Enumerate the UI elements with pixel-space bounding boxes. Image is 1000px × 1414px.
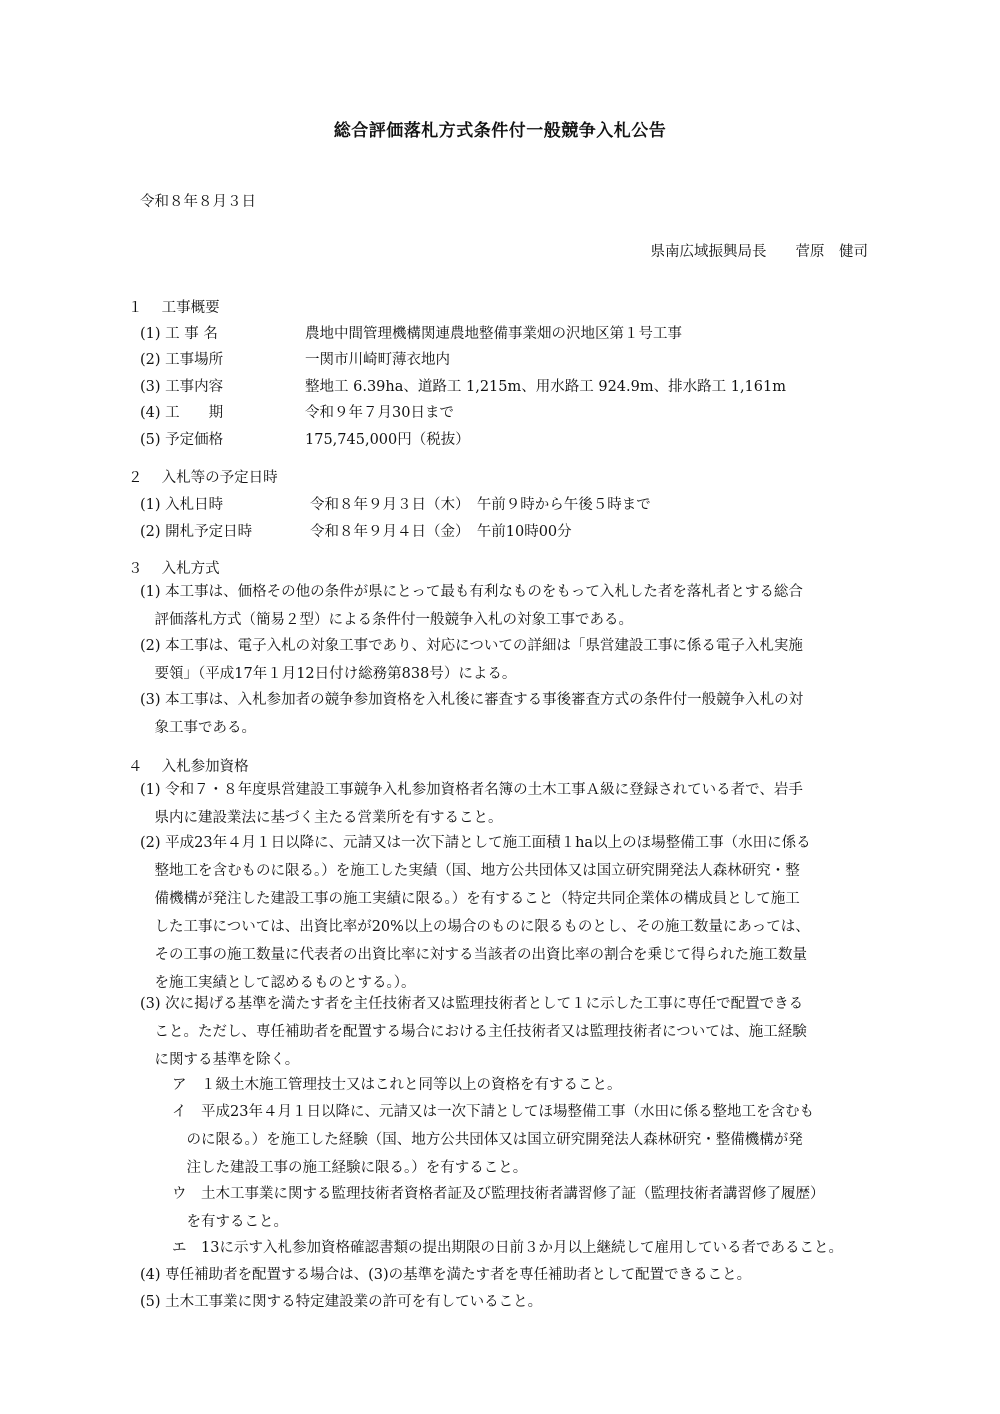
text-line: 注した建設工事の施工経験に限る。）を有すること。 [172,1160,528,1176]
s2-row [140,493,651,514]
s2-row [140,520,572,541]
s4-paragraph-3 [140,990,900,1074]
text-line: (3) 本工事は、入札参加者の競争参加資格を入札後に審査する事後審査方式の条件付一般競争入札の対 [140,692,804,708]
s4-paragraph-2 [140,829,900,997]
text-line: こと。ただし、専任補助者を配置する場合における主任技術者又は監理技術者については、施工経験 [140,1024,807,1040]
row-value: 令和９年７月30日まで [305,405,454,421]
text-line: (2) 平成23年４月１日以降に、元請又は一次下請として施工面積１ha以上のほ場整備工事（水田に係る [140,835,811,851]
text-line: 要領」（平成17年１月12日付け総務第838号）による。 [140,666,517,682]
text-line: に関する基準を除く。 [140,1052,300,1068]
s1-row [140,348,450,369]
text-line: (1) 令和７・８年度県営建設工事競争入札参加資格者名簿の土木工事Ａ級に登録されている者で、岩手 [140,782,803,798]
text-line: のに限る。）を施工した経験（国、地方公共団体又は国立研究開発法人森林研究・整備機構が発 [172,1132,803,1148]
s3-paragraph-2 [140,632,900,688]
row-value: 整地工 6.39ha、道路工 1,215m、用水路工 924.9m、排水路工 1,161m [305,379,786,395]
row-value: 農地中間管理機構関連農地整備事業畑の沢地区第１号工事 [305,326,682,342]
row-value: 令和８年９月３日（木） 午前９時から午後５時まで [310,497,651,513]
page-title: 総合評価落札方式条件付一般競争入札公告 [333,121,667,141]
row-label: (3) 工事内容 [140,379,224,395]
text-line: した工事については、出資比率が20%以上の場合のものに限るものとし、その施工数量にあっては、 [140,919,810,935]
text-line: その工事の施工数量に代表者の出資比率に対する当該者の出資比率の割合を乗じて得られた施工数量 [140,947,807,963]
notice-date: 令和８年８月３日 [140,194,256,210]
text-line: エ 13に示す入札参加資格確認書類の提出期限の日前３か月以上継続して雇用している者であること。 [172,1240,843,1256]
text-line: イ 平成23年４月１日以降に、元請又は一次下請としてほ場整備工事（水田に係る整地工を含むも [172,1104,814,1120]
row-label: (2) 工事場所 [140,352,224,368]
s1-row [140,322,682,343]
section-1-heading: １ 工事概要 [128,300,220,316]
text-line: (1) 本工事は、価格その他の条件が県にとって最も有利なものをもって入札した者を落札者とする総合 [140,584,803,600]
text-line: 整地工を含むものに限る。）を施工した実績（国、地方公共団体又は国立研究開発法人森林研究・整 [140,863,800,879]
s4-paragraph-5 [140,1288,900,1316]
row-label: (1) 工 事 名 [140,326,218,342]
s1-row [140,428,470,449]
text-line: 評価落札方式（簡易２型）による条件付一般競争入札の対象工事である。 [140,612,633,628]
section-4-heading: ４ 入札参加資格 [128,759,249,775]
text-line: ア １級土木施工管理技士又はこれと同等以上の資格を有すること。 [172,1077,622,1093]
text-line: ウ 土木工事業に関する監理技術者資格者証及び監理技術者講習修了証（監理技術者講習修了履歴） [172,1186,825,1202]
s3-paragraph-1 [140,578,900,634]
row-value: 一関市川崎町薄衣地内 [305,352,450,368]
s1-row [140,401,454,422]
text-line: (5) 土木工事業に関する特定建設業の許可を有していること。 [140,1294,543,1310]
section-2-heading: ２ 入札等の予定日時 [128,470,278,486]
text-line: 象工事である。 [140,720,256,736]
s4-paragraph-1 [140,776,900,832]
s4-item-u [172,1180,912,1236]
text-line: を施工実績として認めるものとする。）。 [140,975,416,991]
text-line: (4) 専任補助者を配置する場合は、(3)の基準を満たす者を専任補助者として配置できること。 [140,1267,752,1283]
row-value: 175,745,000円（税抜） [305,432,470,448]
text-line: (2) 本工事は、電子入札の対象工事であり、対応についての詳細は「県営建設工事に係る電子入札実施 [140,638,803,654]
row-label: (1) 入札日時 [140,497,224,513]
text-line: 備機構が発注した建設工事の施工実績に限る。）を有すること（特定共同企業体の構成員として施工 [140,891,800,907]
text-line: 県内に建設業法に基づく主たる営業所を有すること。 [140,810,503,826]
s4-item-e [172,1234,912,1262]
s4-item-a [172,1071,912,1099]
section-3-heading: ３ 入札方式 [128,561,220,577]
s4-item-i [172,1098,912,1182]
s4-paragraph-4 [140,1261,900,1289]
s3-paragraph-3 [140,686,900,742]
row-label: (5) 予定価格 [140,432,224,448]
row-label: (4) 工 期 [140,405,224,421]
s1-row [140,375,786,396]
issuer-name: 県南広域振興局長 菅原 健司 [650,244,868,260]
row-value: 令和８年９月４日（金） 午前10時00分 [310,524,572,540]
text-line: を有すること。 [172,1214,288,1230]
row-label: (2) 開札予定日時 [140,524,253,540]
text-line: (3) 次に掲げる基準を満たす者を主任技術者又は監理技術者として１に示した工事に専任で配置できる [140,996,804,1012]
